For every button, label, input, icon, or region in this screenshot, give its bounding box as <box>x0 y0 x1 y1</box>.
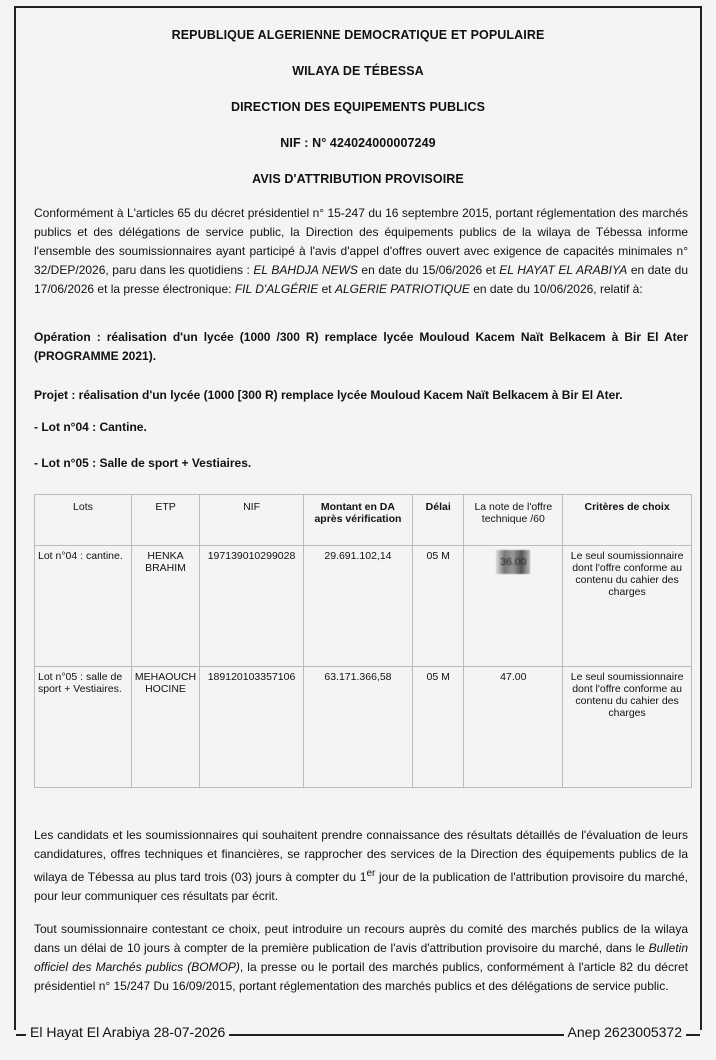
operation-line: Opération : réalisation d'un lycée (1000 /300 R) remplace lycée Mouloud Kacem Naït Belkacem à Bir El Ater (PROGRAMME 2021). <box>34 330 688 363</box>
cell-note <box>464 546 563 667</box>
notice-title: AVIS D'ATTRIBUTION PROVISOIRE <box>252 172 464 186</box>
cell-delai: 05 M <box>412 546 463 667</box>
newspaper-1: EL BAHDJA NEWS <box>253 263 358 277</box>
cell-nif: 197139010299028 <box>200 546 304 667</box>
superscript-er: er <box>366 868 376 879</box>
intro-text-2: en date du 15/06/2026 et <box>357 263 500 277</box>
col-montant: Montant en DA après vérification <box>303 495 412 546</box>
appeal-text-2: , la presse ou le portail des marchés publics, conformément à l'article 82 du décret présidentiel n° 15/247 Du 16/09/2015, portant réglementation des marchés publics et des délégations de service public. <box>34 960 688 993</box>
col-etp: ETP <box>131 495 199 546</box>
footer-anep-ref: Anep 2623005372 <box>564 1024 686 1040</box>
cell-critere: Le seul soumissionnaire dont l'offre conforme au contenu du cahier des charges <box>563 546 692 667</box>
newspaper-3: FIL D'ALGÉRIE <box>234 282 319 296</box>
appeal-paragraph <box>34 920 688 996</box>
intro-text-4: et <box>318 282 335 296</box>
appeal-text-1: Tout soumissionnaire contestant ce choix, peut introduire un recours auprès du comité des marchés publics de la wilaya dans un délai de 10 jours à compter de la première publication de l'avis d'attribution provisoire du marché, dans le <box>34 922 688 955</box>
footer-publication: El Hayat El Arabiya 28-07-2026 <box>26 1024 229 1040</box>
col-lots: Lots <box>35 495 132 546</box>
col-nif: NIF <box>200 495 304 546</box>
col-note: La note de l'offre technique /60 <box>464 495 563 546</box>
cell-note: 47.00 <box>464 667 563 788</box>
intro-paragraph <box>34 204 688 299</box>
note-value: 36.00 <box>496 550 530 574</box>
notice-frame <box>14 6 702 1030</box>
footer <box>14 1022 702 1048</box>
header-wilaya: WILAYA DE TÉBESSA <box>292 64 424 78</box>
header-republic: REPUBLIQUE ALGERIENNE DEMOCRATIQUE ET POPULAIRE <box>171 28 545 42</box>
header-direction: DIRECTION DES EQUIPEMENTS PUBLICS <box>230 100 486 114</box>
lot-05-line: - Lot n°05 : Salle de sport + Vestiaires. <box>34 456 252 470</box>
cell-etp: MEHAOUCH HOCINE <box>131 667 199 788</box>
cell-critere: Le seul soumissionnaire dont l'offre conforme au contenu du cahier des charges <box>563 667 692 788</box>
candidates-text-1: Les candidats et les soumissionnaires qui souhaitent prendre connaissance des résultats détaillés de l'évaluation de leurs candidatures, offres techniques et financières, se rapprocher des services de la Direction des équipements publics de la wilaya de Tébessa au plus tard trois (03) jours à compter du 1 <box>34 828 688 884</box>
candidates-paragraph <box>34 826 688 906</box>
newspaper-4: ALGERIE PATRIOTIQUE <box>334 282 470 296</box>
cell-nif: 189120103357106 <box>200 667 304 788</box>
cell-montant: 63.171.366,58 <box>303 667 412 788</box>
intro-text-5: en date du 10/06/2026, relatif à: <box>469 282 643 296</box>
intro-text-1: Conformément à L'articles 65 du décret présidentiel n° 15-247 du 16 septembre 2015, portant réglementation des marchés publics et des délégations de service public, la Direction des équipements publics de la wilaya de Tébessa informe l'ensemble des soumissionnaires ayant participé à l'avis d'appel d'offres ouvert avec exigence de capacités minimales n° 32/DEP/2026, paru dans les quotidiens : <box>34 206 688 277</box>
attribution-table <box>34 494 692 788</box>
lot-04-line: - Lot n°04 : Cantine. <box>34 420 147 434</box>
table-header-row <box>35 495 692 546</box>
cell-lot: Lot n°04 : cantine. <box>35 546 132 667</box>
table-row <box>35 546 692 667</box>
project-line: Projet : réalisation d'un lycée (1000 [300 R) remplace lycée Mouloud Kacem Naït Belkacem à Bir El Ater. <box>34 388 623 402</box>
bomop-reference: Bulletin officiel des Marchés publics (BOMOP) <box>34 941 688 974</box>
header-nif: NIF : N° 424024000007249 <box>280 136 436 150</box>
cell-lot: Lot n°05 : salle de sport + Vestiaires. <box>35 667 132 788</box>
candidates-text-2: jour de la publication de l'attribution provisoire du marché, pour leur communiquer ces résultats par écrit. <box>34 870 689 903</box>
newspaper-2: EL HAYAT EL ARABIYA <box>499 263 628 277</box>
table-row <box>35 667 692 788</box>
intro-text-3: en date du 17/06/2026 et la presse électronique: <box>34 263 688 296</box>
cell-montant: 29.691.102,14 <box>303 546 412 667</box>
col-delai: Délai <box>412 495 463 546</box>
cell-etp: HENKA BRAHIM <box>131 546 199 667</box>
cell-delai: 05 M <box>412 667 463 788</box>
col-criteres: Critères de choix <box>563 495 692 546</box>
